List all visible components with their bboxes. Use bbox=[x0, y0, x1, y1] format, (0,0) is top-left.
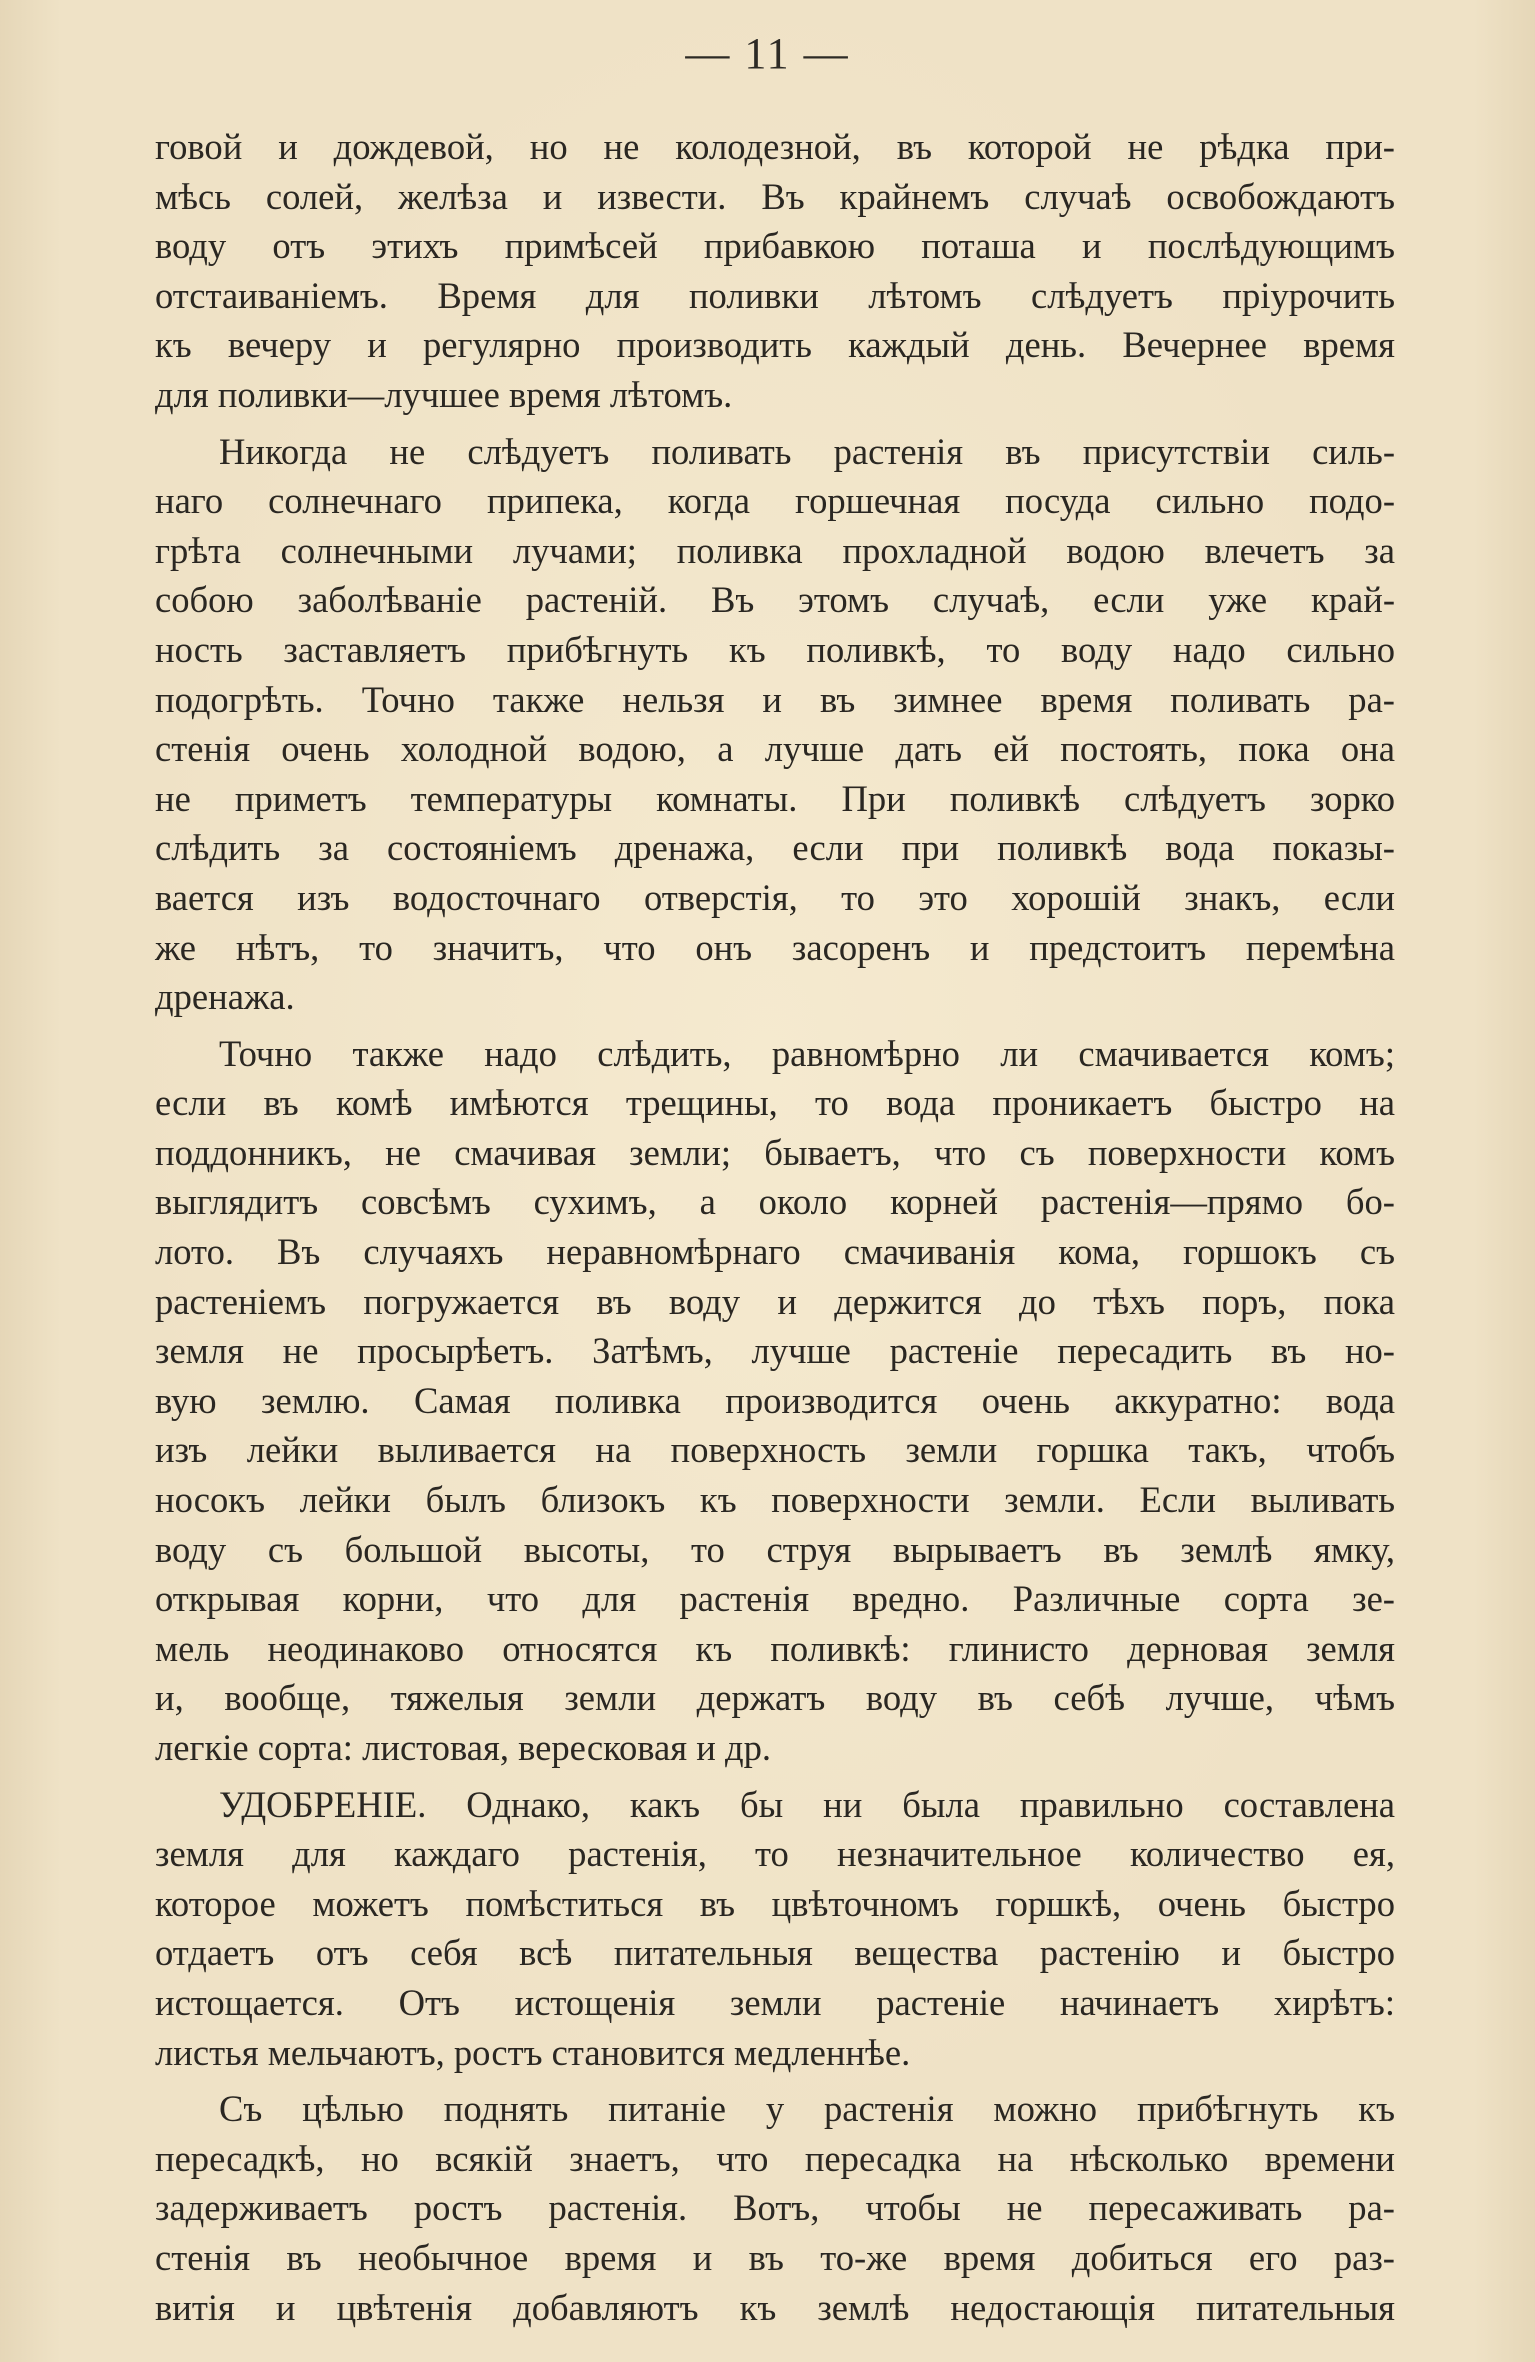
text-line: легкіе сорта: листовая, вересковая и др. bbox=[155, 1727, 772, 1768]
text-line: ность заставляетъ прибѣгнуть къ поливкѣ, то воду надо сильно bbox=[155, 628, 1395, 670]
text-line: отдаетъ отъ себя всѣ питательныя вещества растенію и быстро bbox=[155, 1932, 1395, 1974]
text-line: вую землю. Самая поливка производится очень аккуратно: вода bbox=[155, 1379, 1395, 1421]
text-line: наго солнечнаго припека, когда горшечная посуда сильно подо- bbox=[155, 480, 1395, 522]
text-line: мѣсь солей, желѣза и извести. Въ крайнемъ случаѣ освобождаютъ bbox=[155, 175, 1395, 217]
text-line: изъ лейки выливается на поверхность земли горшка такъ, чтобъ bbox=[155, 1429, 1395, 1471]
text-line: если въ комѣ имѣются трещины, то вода проникаетъ быстро на bbox=[155, 1082, 1395, 1124]
text-line: пересадкѣ, но всякій знаетъ, что пересадка на нѣсколько времени bbox=[155, 2137, 1395, 2179]
text-line: къ вечеру и регулярно производить каждый день. Вечернее время bbox=[155, 324, 1395, 366]
text-line: вается изъ водосточнаго отверстія, то это хорошій знакъ, если bbox=[155, 876, 1395, 918]
text-line: отстаиваніемъ. Время для поливки лѣтомъ слѣдуетъ пріурочить bbox=[155, 274, 1395, 316]
text-line: не приметъ температуры комнаты. При поливкѣ слѣдуетъ зорко bbox=[155, 777, 1395, 819]
text-line: дренажа. bbox=[155, 976, 295, 1018]
text-line: мель неодинаково относятся къ поливкѣ: глинисто дерновая земля bbox=[155, 1627, 1395, 1669]
text-line: говой и дождевой, но не колодезной, въ которой не рѣдка при- bbox=[155, 126, 1395, 167]
paragraph-3 bbox=[155, 1029, 1395, 1773]
paragraph-5 bbox=[155, 2084, 1395, 2332]
text-line: собою заболѣваніе растеній. Въ этомъ случаѣ, если уже край- bbox=[155, 579, 1395, 621]
text-line: воду съ большой высоты, то струя вырываетъ въ землѣ ямку, bbox=[155, 1528, 1395, 1570]
text-line: земля не просырѣетъ. Затѣмъ, лучше растеніе пересадить въ но- bbox=[155, 1330, 1395, 1372]
text-line: слѣдить за состояніемъ дренажа, если при поливкѣ вода показы- bbox=[155, 827, 1395, 869]
paragraph-4 bbox=[155, 1780, 1395, 2078]
text-line: поддонникъ, не смачивая земли; бываетъ, что съ поверхности комъ bbox=[155, 1131, 1395, 1173]
text-line: УДОБРЕНІЕ. Однако, какъ бы ни была правильно составлена bbox=[219, 1783, 1395, 1825]
text-line: открывая корни, что для растенія вредно. Различные сорта зе- bbox=[155, 1578, 1395, 1620]
text-line: выглядитъ совсѣмъ сухимъ, а около корней растенія—прямо бо- bbox=[155, 1181, 1395, 1223]
text-line: Никогда не слѣдуетъ поливать растенія въ присутствіи силь- bbox=[219, 430, 1395, 472]
text-line: для поливки—лучшее время лѣтомъ. bbox=[155, 373, 733, 415]
text-line: грѣта солнечными лучами; поливка прохладной водою влечетъ за bbox=[155, 529, 1395, 571]
text-line: истощается. Отъ истощенія земли растеніе начинаетъ хирѣтъ: bbox=[155, 1981, 1395, 2023]
paragraph-1 bbox=[155, 122, 1395, 420]
text-line: витія и цвѣтенія добавляютъ къ землѣ недостающія питательныя bbox=[155, 2286, 1395, 2328]
text-line: растеніемъ погружается въ воду и держится до тѣхъ поръ, пока bbox=[155, 1280, 1395, 1322]
text-line: лото. Въ случаяхъ неравномѣрнаго смачиванія кома, горшокъ съ bbox=[155, 1231, 1395, 1273]
text-line: которое можетъ помѣститься въ цвѣточномъ горшкѣ, очень быстро bbox=[155, 1882, 1395, 1924]
page-number: — 11 — bbox=[685, 29, 850, 78]
text-line: Съ цѣлью поднять питаніе у растенія можно прибѣгнуть къ bbox=[219, 2088, 1395, 2130]
text-line: стенія очень холодной водою, а лучше дать ей постоять, пока она bbox=[155, 728, 1395, 770]
text-line: подогрѣть. Точно также нельзя и въ зимнее время поливать ра- bbox=[155, 678, 1395, 720]
body-text bbox=[155, 122, 1395, 2339]
text-line: носокъ лейки былъ близокъ къ поверхности земли. Если выливать bbox=[155, 1479, 1395, 1521]
text-line: и, вообще, тяжелыя земли держатъ воду въ себѣ лучше, чѣмъ bbox=[155, 1677, 1395, 1719]
text-line: задерживаетъ ростъ растенія. Вотъ, чтобы не пересаживать ра- bbox=[155, 2187, 1395, 2229]
text-line: воду отъ этихъ примѣсей прибавкою поташа и послѣдующимъ bbox=[155, 225, 1395, 267]
text-line: листья мельчаютъ, ростъ становится медленнѣе. bbox=[155, 2031, 911, 2073]
text-line: земля для каждаго растенія, то незначительное количество ея, bbox=[155, 1833, 1395, 1875]
text-line: Точно также надо слѣдить, равномѣрно ли смачивается комъ; bbox=[219, 1032, 1395, 1074]
text-line: же нѣтъ, то значитъ, что онъ засоренъ и предстоитъ перемѣна bbox=[155, 926, 1395, 968]
text-line: стенія въ необычное время и въ то-же время добиться его раз- bbox=[155, 2236, 1395, 2278]
paragraph-2 bbox=[155, 427, 1395, 1022]
